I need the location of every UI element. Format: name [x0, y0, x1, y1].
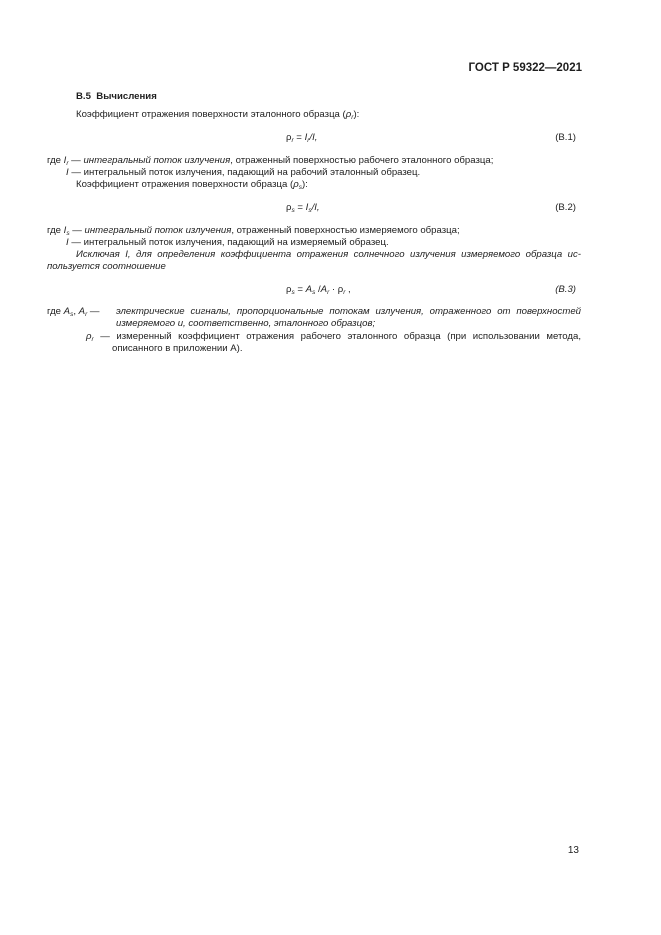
intro-paragraph: Коэффициент отражения поверхности эталонного образца $(\rho_r)$:: [76, 109, 360, 121]
formula-b1: $\rho_r = I_r/I$,: [286, 132, 318, 144]
where3-desc-line1: электрические сигналы, пропорциональные потокам излучения, отраженного от поверхностей: [116, 306, 581, 317]
section-title: Вычисления: [96, 91, 157, 102]
formula-b2-number: (В.2): [555, 202, 576, 213]
section-number: В.5: [76, 91, 91, 102]
para3-line1: Исключая I, для определения коэффициента отражения солнечного излучения измеряемого образца ис-: [76, 249, 581, 260]
where2-line2: I — интегральный поток излучения, падающий на измеряемый образец.: [66, 237, 389, 248]
where3-rho-line1: $\rho_r$ — измеренный коэффициент отражения рабочего эталонного образца (при использовании метода,: [86, 331, 581, 343]
where3-rho-line2: описанного в приложении А).: [112, 343, 243, 354]
formula-b1-number: (В.1): [555, 132, 576, 143]
section-heading: [76, 91, 157, 103]
formula-b3: $\rho_s = A_s$ $/A_r \cdot \rho_r$ ,: [286, 284, 351, 296]
where1-line1: где $I_r$ — интегральный поток излучения, отраженный поверхностью рабочего эталонного образца;: [47, 155, 494, 167]
where2-line1: где $I_s$ — интегральный поток излучения, отраженный поверхностью измеряемого образца;: [47, 225, 460, 237]
formula-b2: $\rho_s = I_s/I$,: [286, 202, 320, 214]
page-number: 13: [567, 845, 579, 856]
where1-line2: I — интегральный поток излучения, падающий на рабочий эталонный образец.: [66, 167, 421, 178]
formula-b3-number: (В.3): [555, 284, 576, 295]
para2: Коэффициент отражения поверхности образца $(\rho_s)$:: [76, 179, 308, 191]
where3-symbols: где $A_s$, $A_r$ —: [47, 306, 100, 318]
document-id: ГОСТ Р 59322—2021: [468, 62, 582, 74]
para3-line2: пользуется соотношение: [47, 261, 166, 272]
where3-desc-line2: измеряемого и, соответственно, эталонного образцов;: [116, 318, 376, 329]
